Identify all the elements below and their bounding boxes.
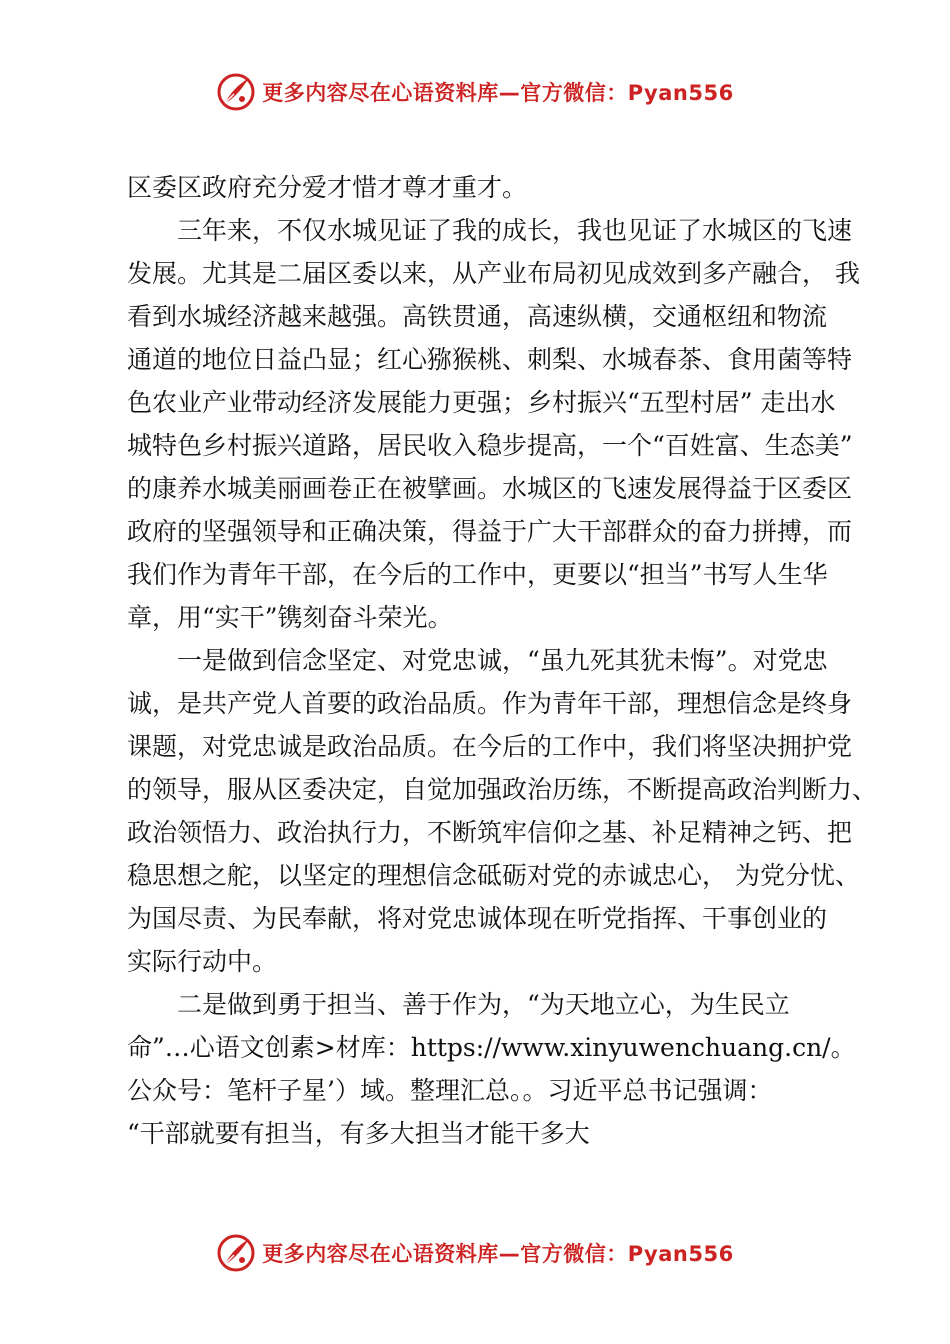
quill-logo-icon (216, 1233, 256, 1273)
text-line: 城特色乡村振兴道路，居民收入稳步提高，一个“百姓富、生态美” (127, 431, 853, 460)
text-line: 实际行动中。 (127, 947, 278, 976)
text-line: 色农业产业带动经济发展能力更强；乡村振兴“五型村居” 走出水 (127, 388, 836, 417)
header-watermark-text: 更多内容尽在心语资料库—官方微信：Pyan556 (262, 81, 734, 105)
quill-logo-icon (216, 72, 256, 112)
header-watermark-banner (0, 70, 950, 114)
text-line: 章，用“实干”镌刻奋斗荣光。 (127, 603, 453, 632)
footer-watermark-banner (0, 1231, 950, 1275)
text-line: 课题，对党忠诚是政治品质。在今后的工作中，我们将坚决拥护党 (127, 732, 853, 761)
text-line: 的康养水城美丽画卷正在被擘画。水城区的飞速发展得益于区委区 (127, 474, 853, 503)
paragraph-first-line: 二是做到勇于担当、善于作为，“为天地立心，为生民立 (177, 990, 790, 1019)
paragraph-first-line: 三年来，不仅水城见证了我的成长，我也见证了水城区的飞速 (177, 216, 853, 245)
text-line: 发展。尤其是二届区委以来，从产业布局初见成效到多产融合， 我 (127, 259, 860, 288)
document-body (127, 166, 878, 1155)
footer-watermark-text: 更多内容尽在心语资料库—官方微信：Pyan556 (262, 1242, 734, 1266)
text-line: 稳思想之舵，以坚定的理想信念砥砺对党的赤诚忠心， 为党分忧、 (127, 861, 860, 890)
text-line: 通道的地位日益凸显；红心猕猴桃、刺梨、水城春茶、食用菌等特 (127, 345, 853, 374)
text-line: 为国尽责、为民奉献，将对党忠诚体现在听党指挥、干事创业的 (127, 904, 828, 933)
text-line: 的领导，服从区委决定，自觉加强政治历练，不断提高政治判断力、 (127, 775, 878, 804)
text-line: 政府的坚强领导和正确决策，得益于广大干部群众的奋力拼搏，而 (127, 517, 853, 546)
text-line: 看到水城经济越来越强。高铁贯通，高速纵横，交通枢纽和物流 (127, 302, 828, 331)
text-line: “干部就要有担当，有多大担当才能干多大 (127, 1119, 590, 1148)
text-line: 政治领悟力、政治执行力，不断筑牢信仰之基、补足精神之钙、把 (127, 818, 853, 847)
text-line: 区委区政府充分爱才惜才尊才重才。 (127, 173, 528, 202)
text-line: 公众号：笔杆子星’）域。整理汇总。。习近平总书记强调： (127, 1076, 773, 1105)
text-line: 我们作为青年干部，在今后的工作中，更要以“担当”书写人生华 (127, 560, 828, 589)
paragraph-first-line: 一是做到信念坚定、对党忠诚，“虽九死其犹未悔”。对党忠 (177, 646, 828, 675)
text-line: 诚，是共产党人首要的政治品质。作为青年干部，理想信念是终身 (127, 689, 853, 718)
text-line: 命”…心语文创素>材库：https://www.xinyuwenchuang.cn/。 (127, 1033, 856, 1062)
